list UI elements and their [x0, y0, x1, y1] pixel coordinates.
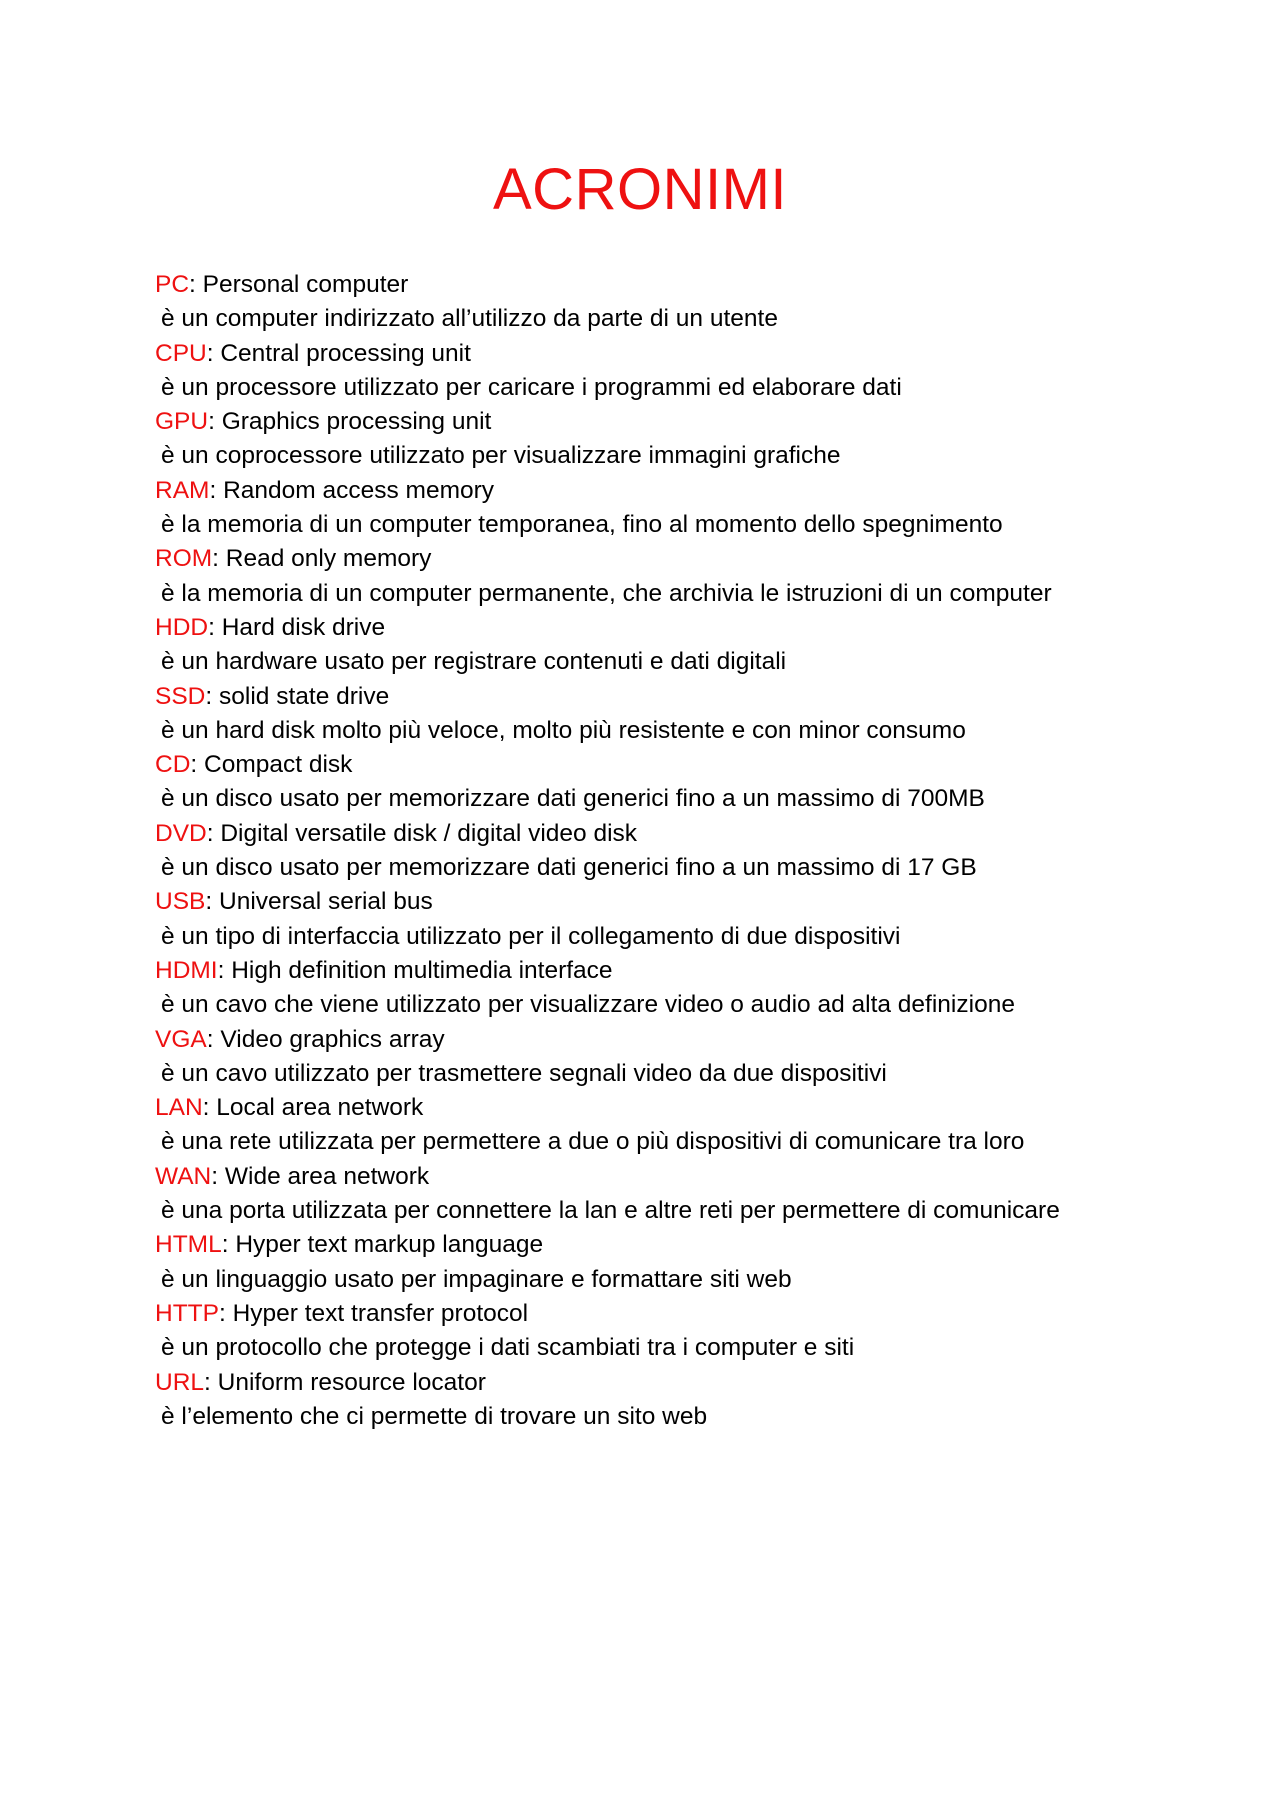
- acronym-term: HDMI: [155, 956, 218, 984]
- acronym-separator: :: [221, 1231, 236, 1259]
- acronym-expansion: Graphics processing unit: [221, 408, 492, 436]
- acronym-expansion: Local area network: [216, 1094, 424, 1122]
- acronym-description: è un hard disk molto più veloce, molto più resistente e con minor consumo: [161, 716, 966, 744]
- acronym-description: è un processore utilizzato per caricare i programmi ed elaborare dati: [161, 373, 902, 401]
- acronym-heading: [155, 680, 1215, 714]
- acronym-description: è un computer indirizzato all’utilizzo da parte di un utente: [161, 305, 778, 333]
- acronym-expansion: Compact disk: [204, 751, 353, 779]
- acronym-heading: [155, 1297, 1215, 1331]
- acronym-entry: [155, 1160, 1215, 1229]
- acronym-separator: :: [205, 682, 220, 710]
- acronym-heading: [155, 611, 1215, 645]
- acronym-entry: [155, 748, 1215, 817]
- acronym-entry: [155, 474, 1215, 543]
- acronym-separator: :: [208, 408, 222, 436]
- acronym-separator: :: [202, 1094, 217, 1122]
- acronym-term: CPU: [155, 339, 207, 367]
- acronym-expansion: Wide area network: [224, 1162, 430, 1190]
- acronym-separator: :: [190, 751, 205, 779]
- acronym-separator: :: [212, 545, 226, 573]
- acronym-description: è la memoria di un computer permanente, che archivia le istruzioni di un computer: [161, 579, 1052, 607]
- acronym-expansion: Universal serial bus: [219, 888, 433, 916]
- acronym-term: VGA: [155, 1025, 207, 1053]
- acronym-term: HDD: [155, 613, 209, 641]
- acronym-heading: [155, 405, 1215, 439]
- page-title: ACRONIMI: [493, 157, 787, 222]
- acronym-separator: :: [208, 613, 222, 641]
- acronym-term: ROM: [155, 545, 213, 573]
- acronym-entry: [155, 1023, 1215, 1092]
- acronym-entry: [155, 817, 1215, 886]
- acronym-expansion: High definition multimedia interface: [231, 956, 613, 984]
- acronym-separator: :: [218, 1299, 233, 1327]
- acronym-entry: [155, 1228, 1215, 1297]
- acronym-separator: :: [204, 1368, 218, 1396]
- acronym-heading: [155, 542, 1215, 576]
- acronym-entry: [155, 337, 1215, 406]
- acronym-expansion: solid state drive: [219, 682, 390, 710]
- acronym-term: SSD: [155, 682, 206, 710]
- acronym-entry: [155, 954, 1215, 1023]
- acronym-term: USB: [155, 888, 206, 916]
- acronym-expansion: Random access memory: [223, 476, 495, 504]
- acronym-expansion: Personal computer: [202, 271, 409, 298]
- acronym-term: RAM: [155, 476, 210, 504]
- acronym-heading: [155, 1366, 1215, 1400]
- acronym-description: è un hardware usato per registrare contenuti e dati digitali: [161, 648, 787, 676]
- acronym-term: WAN: [155, 1162, 212, 1190]
- acronym-term: DVD: [155, 819, 207, 847]
- acronym-term: HTML: [155, 1231, 222, 1259]
- acronym-expansion: Read only memory: [225, 545, 432, 573]
- acronym-entry: [155, 405, 1215, 474]
- acronym-term: PC: [155, 271, 190, 298]
- acronym-separator: :: [206, 1025, 221, 1053]
- acronym-entry: [155, 268, 1215, 337]
- acronym-description: è un coprocessore utilizzato per visualizzare immagini grafiche: [161, 442, 841, 470]
- acronym-expansion: Hyper text markup language: [235, 1231, 544, 1259]
- acronym-heading: [155, 1160, 1215, 1194]
- acronym-description: è un cavo che viene utilizzato per visualizzare video o audio ad alta definizione: [161, 991, 1015, 1019]
- acronym-heading: [155, 337, 1215, 371]
- acronym-expansion: Hyper text transfer protocol: [232, 1299, 529, 1327]
- acronym-term: GPU: [155, 408, 209, 436]
- acronym-expansion: Digital versatile disk / digital video disk: [220, 819, 638, 847]
- acronym-entry: [155, 1091, 1215, 1160]
- acronym-description: è un disco usato per memorizzare dati generici fino a un massimo di 17 GB: [161, 854, 977, 882]
- acronym-description: è un protocollo che protegge i dati scambiati tra i computer e siti: [161, 1334, 855, 1362]
- acronym-term: LAN: [155, 1094, 203, 1122]
- acronym-separator: :: [189, 271, 203, 298]
- acronym-description: è una porta utilizzata per connettere la lan e altre reti per permettere di comunicare: [161, 1197, 1060, 1225]
- acronym-heading: [155, 954, 1215, 988]
- acronym-description: è la memoria di un computer temporanea, fino al momento dello spegnimento: [161, 511, 1003, 539]
- acronym-heading: [155, 748, 1215, 782]
- acronym-list: [155, 268, 1215, 1434]
- acronym-separator: :: [205, 888, 220, 916]
- acronym-heading: [155, 885, 1215, 919]
- acronym-description: è un linguaggio usato per impaginare e formattare siti web: [161, 1265, 792, 1293]
- acronym-description: è un cavo utilizzato per trasmettere segnali video da due dispositivi: [161, 1059, 887, 1087]
- acronym-entry: [155, 611, 1215, 680]
- acronym-heading: [155, 1023, 1215, 1057]
- acronym-separator: :: [209, 476, 224, 504]
- acronym-entry: [155, 885, 1215, 954]
- acronym-term: CD: [155, 751, 191, 779]
- acronym-separator: :: [206, 819, 221, 847]
- acronym-heading: [155, 474, 1215, 508]
- acronym-expansion: Hard disk drive: [221, 613, 386, 641]
- acronym-description: è un tipo di interfaccia utilizzato per il collegamento di due dispositivi: [161, 922, 901, 950]
- acronym-expansion: Central processing unit: [220, 339, 471, 367]
- acronym-description: è una rete utilizzata per permettere a due o più dispositivi di comunicare tra loro: [161, 1128, 1025, 1156]
- acronym-heading: [155, 1091, 1215, 1125]
- acronym-term: URL: [155, 1368, 205, 1396]
- acronym-entry: [155, 542, 1215, 611]
- acronym-heading: [155, 1228, 1215, 1262]
- acronym-entry: [155, 1366, 1215, 1435]
- acronym-separator: :: [217, 956, 232, 984]
- acronym-description: è l’elemento che ci permette di trovare un sito web: [161, 1402, 708, 1430]
- acronym-term: HTTP: [155, 1299, 219, 1327]
- acronym-separator: :: [211, 1162, 225, 1190]
- acronym-expansion: Uniform resource locator: [217, 1368, 486, 1396]
- acronym-entry: [155, 680, 1215, 749]
- acronym-separator: :: [206, 339, 221, 367]
- acronym-entry: [155, 1297, 1215, 1366]
- acronym-expansion: Video graphics array: [220, 1025, 445, 1053]
- acronym-heading: [155, 268, 1215, 302]
- acronym-description: è un disco usato per memorizzare dati generici fino a un massimo di 700MB: [161, 785, 985, 813]
- acronym-heading: [155, 817, 1215, 851]
